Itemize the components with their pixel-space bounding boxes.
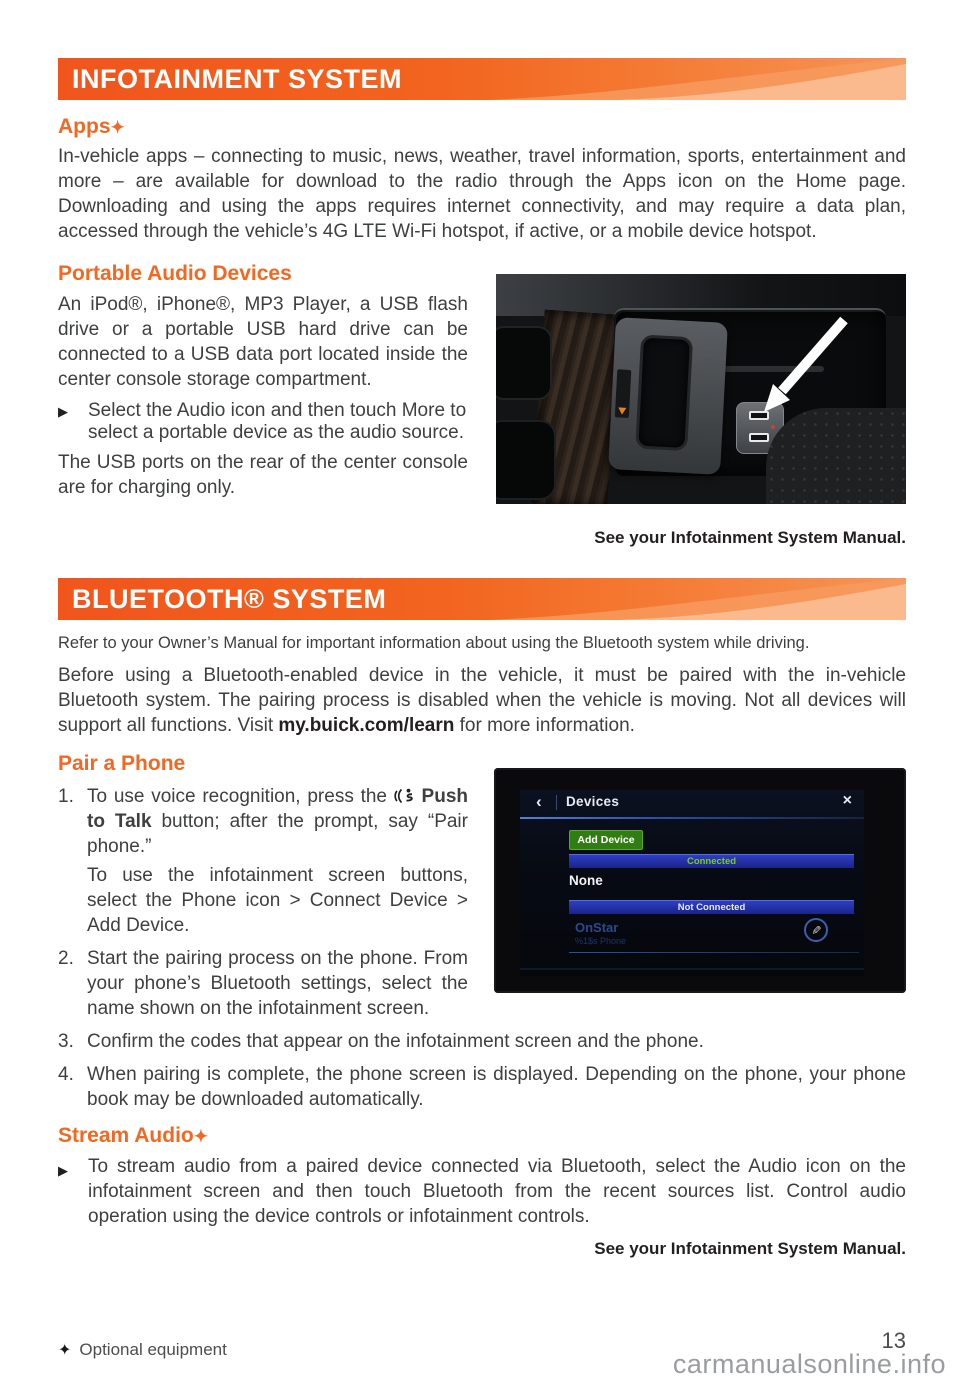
closing-caption: See your Infotainment System Manual. [594, 1239, 906, 1258]
watermark-text: carmanualsonline.info [672, 1349, 946, 1379]
step-text: Confirm the codes that appear on the infotainment screen and the phone. [87, 1031, 704, 1052]
page-content [58, 58, 906, 1259]
intro-text: Before using a Bluetooth-enabled device in the vehicle, it must be paired with the in-vehicle Bluetooth system. The pairing process is disabled when the vehicle is moving. Not all devices will support all functions. Visit [58, 665, 906, 736]
pair-step-2 [58, 946, 906, 1021]
bullet-text: Select the Audio icon and then touch More to select a portable device as the audio source. [88, 400, 467, 443]
portable-audio-heading: Portable Audio Devices [58, 262, 292, 285]
step-number: 3. [58, 1031, 74, 1052]
edit-pencil-icon: ✎ [804, 918, 828, 942]
step-1-alt-method: To use the infotainment screen buttons, select the Phone icon > Connect Device > Add Device. [87, 865, 468, 936]
connected-device-value: None [569, 873, 603, 888]
devices-screen-title: Devices [566, 794, 620, 809]
push-to-talk-icon [394, 788, 415, 804]
bullet-text: To stream audio from a paired device connected via Bluetooth, select the Audio icon on the infotainment screen and then touch Bluetooth from the recent sources list. Control audio operation using the device controls or infotainment controls. [88, 1156, 906, 1227]
pair-step-1 [58, 784, 906, 938]
optional-star-icon: ✦ [110, 118, 125, 137]
stream-audio-bullet-item [58, 1154, 906, 1229]
push-to-talk-label: Push to Talk [87, 786, 468, 832]
portable-audio-paragraph: An iPod®, iPhone®, MP3 Player, a USB flash drive or a portable USB hard drive can be connected to a USB data port located inside the center console storage compartment. [58, 294, 468, 390]
infotainment-banner [58, 58, 906, 100]
not-connected-section-bar: Not Connected [569, 900, 854, 914]
step-number: 1. [58, 786, 74, 807]
bluetooth-driving-note: Refer to your Owner’s Manual for important information about using the Bluetooth system while driving. [58, 634, 810, 652]
usb-charging-note: The USB ports on the rear of the center console are for charging only. [58, 452, 468, 498]
portable-audio-section [58, 262, 906, 548]
pair-step-3 [58, 1029, 906, 1054]
optional-star-icon: ✦ [193, 1127, 208, 1146]
pair-step-4 [58, 1062, 906, 1112]
apps-paragraph: In-vehicle apps – connecting to music, news, weather, travel information, sports, entertainment and more – are available for download to the radio through the Apps icon on the Home page. Downloading and using the apps requires internet connectivity, and may require a data plan, accessed through the vehicle’s 4G LTE Wi-Fi hotspot, if active, or a mobile device hotspot. [58, 146, 906, 242]
center-console-photo [496, 274, 906, 504]
connected-section-bar: Connected [569, 854, 854, 868]
step-number: 4. [58, 1064, 74, 1085]
stream-audio-heading: Stream Audio✦ [58, 1124, 208, 1147]
optional-equipment-footnote [58, 1340, 227, 1360]
back-chevron-icon: ‹ [536, 792, 542, 811]
section-title-infotainment: INFOTAINMENT SYSTEM [72, 63, 402, 94]
callout-arrow-icon [496, 274, 906, 504]
footnote-text: Optional equipment [79, 1340, 227, 1359]
pair-a-phone-heading: Pair a Phone [58, 752, 186, 775]
step-text: To use voice recognition, press the [87, 786, 394, 807]
step-text: When pairing is complete, the phone screen is displayed. Depending on the phone, your phone book may be downloaded automatically. [87, 1064, 906, 1110]
bluetooth-intro-paragraph [58, 663, 906, 738]
device-detail: %1$s Phone [575, 936, 627, 946]
step-number: 2. [58, 948, 74, 969]
portable-audio-bullet-item [58, 400, 906, 444]
apps-heading: Apps✦ [58, 115, 125, 138]
close-icon: × [842, 792, 852, 809]
page-number: 13 [881, 1328, 906, 1353]
step-text-end: button; after the prompt, say “Pair phone.” [87, 811, 468, 857]
intro-text-end: for more information. [454, 715, 635, 736]
footnote-star-icon: ✦ [58, 1342, 72, 1359]
figure-caption: See your Infotainment System Manual. [594, 528, 906, 547]
buick-learn-link[interactable]: my.buick.com/learn [278, 715, 455, 736]
section-title-bluetooth: BLUETOOTH® SYSTEM [72, 583, 387, 614]
triangle-bullet-icon: ▶ [58, 404, 68, 419]
pair-a-phone-section [58, 784, 906, 1112]
add-device-button: Add Device [569, 830, 643, 850]
triangle-bullet-icon: ▶ [58, 1163, 68, 1178]
bluetooth-banner [58, 578, 906, 620]
device-name: OnStar [575, 920, 619, 935]
step-text: Start the pairing process on the phone. From your phone’s Bluetooth settings, select the name shown on the infotainment screen. [87, 948, 468, 1019]
